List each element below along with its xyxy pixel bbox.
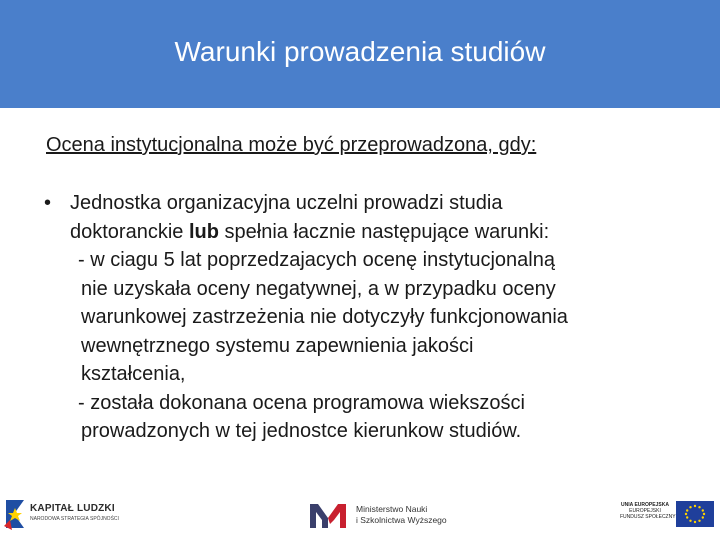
bullet-line-9: prowadzonych w tej jednostce kierunkow studiów. <box>81 420 522 442</box>
ministry-logo <box>308 500 458 534</box>
bullet-line-2 <box>44 218 704 247</box>
bullet-line-2-a: doktoranckie <box>70 220 189 243</box>
bullet-dot-icon: • <box>44 192 52 214</box>
slide-title: Warunki prowadzenia studiów <box>174 36 546 67</box>
bullet-line-1: Jednostka organizacyjna uczelni prowadzi studia <box>70 192 503 214</box>
kapital-ludzki-subtitle: NARODOWA STRATEGIA SPÓJNOŚCI <box>30 516 119 522</box>
slide-header <box>0 0 720 108</box>
bullet-line-7: kształcenia, <box>81 363 186 385</box>
eu-logo <box>612 500 716 530</box>
kapital-ludzki-title: KAPITAŁ LUDZKI <box>30 503 115 514</box>
bullet-line-8: - została dokonana ocena programowa wiekszości <box>78 391 525 414</box>
bullet-line-4: nie uzyskała oceny negatywnej, a w przypadku oceny <box>81 277 556 300</box>
ministry-line-2: i Szkolnictwa Wyższego <box>356 515 447 525</box>
bullet-line-2-b: spełnia łacznie następujące warunki: <box>218 220 550 243</box>
eu-line-2: EUROPEJSKI <box>629 508 661 514</box>
eu-line-3: FUNDUSZ SPOŁECZNY <box>620 514 676 520</box>
eu-line-1: UNIA EUROPEJSKA <box>621 502 669 508</box>
kapital-ludzki-star-icon <box>2 496 28 532</box>
bullet-line-3: - w ciagu 5 lat poprzedzajacych ocenę instytucjonalną <box>78 249 555 271</box>
bullet-line-2-bold: lub <box>188 220 219 243</box>
intro-text: Ocena instytucjonalna może być przeprowadzona, gdy: <box>46 134 537 156</box>
eu-text <box>620 502 676 520</box>
eu-flag-icon <box>676 501 714 527</box>
bullet-line-5: warunkowej zastrzeżenia nie dotyczyły funkcjonowania <box>81 306 568 328</box>
ministry-text <box>356 504 447 526</box>
footer-logos <box>0 490 720 540</box>
bullet-list <box>44 189 704 446</box>
ministry-mark-icon <box>308 500 348 530</box>
ministry-line-1: Ministerstwo Nauki <box>356 504 428 514</box>
kapital-ludzki-logo <box>0 494 125 534</box>
bullet-item <box>44 189 704 446</box>
bullet-line-6: wewnętrznego systemu zapewnienia jakości <box>81 334 474 357</box>
